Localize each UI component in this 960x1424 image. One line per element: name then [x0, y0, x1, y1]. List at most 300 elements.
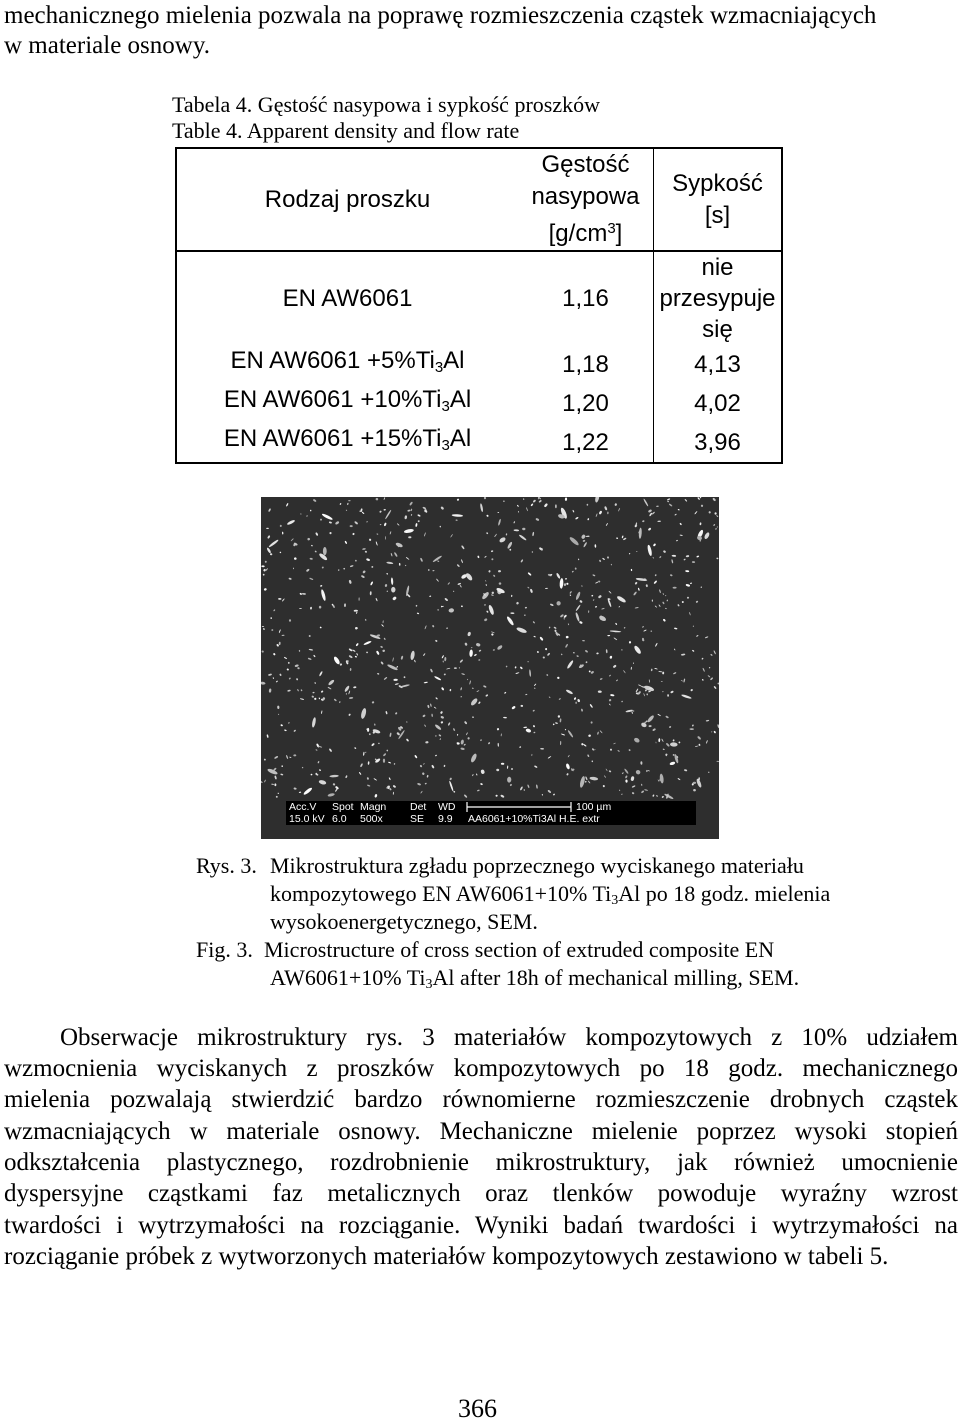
sem-particle [437, 609, 439, 611]
sem-particle [553, 626, 556, 629]
sem-particle [667, 501, 669, 503]
sem-particle [585, 776, 588, 780]
sem-particle [661, 738, 664, 742]
sem-particle [395, 683, 399, 686]
sem-particle [606, 649, 608, 653]
sem-particle [659, 773, 664, 783]
sem-particle [262, 626, 264, 627]
cell-density: 1,22 [518, 423, 654, 463]
sem-particle [678, 741, 680, 743]
sem-particle [425, 783, 427, 785]
sem-particle [640, 722, 647, 728]
sem-particle [346, 510, 348, 511]
sem-particle [696, 635, 699, 637]
sem-particle [648, 527, 652, 531]
sem-particle [293, 729, 296, 732]
sem-particle [672, 555, 677, 557]
sem-particle [464, 721, 468, 725]
sem-particle [339, 701, 341, 703]
sem-particle [643, 629, 646, 631]
sem-particle [566, 636, 569, 639]
sem-particle [548, 756, 552, 759]
sem-particle [472, 774, 474, 777]
sem-particle [414, 660, 416, 663]
sem-particle [282, 598, 285, 602]
sem-particle [657, 520, 661, 522]
sem-particle [497, 743, 499, 747]
sem-particle [470, 753, 478, 763]
sem-particle [350, 525, 353, 527]
sem-particle [428, 569, 430, 571]
sem-particle [683, 558, 686, 560]
sem-particle [535, 518, 539, 522]
sem-particle [329, 532, 332, 535]
sem-particle [656, 795, 658, 797]
sem-particle [314, 550, 317, 552]
sem-particle [559, 718, 561, 722]
sem-particle [306, 568, 310, 572]
sem-particle [556, 601, 560, 606]
sem-particle [348, 655, 352, 659]
sem-particle [289, 619, 291, 622]
sem-particle [432, 714, 433, 717]
sem-particle [616, 679, 618, 681]
sem-particle [476, 642, 481, 647]
sem-particle [614, 503, 617, 506]
sem-particle [294, 557, 297, 560]
sem-particle [345, 775, 348, 778]
sem-particle [496, 728, 499, 731]
sem-particle [263, 628, 265, 630]
sem-particle [624, 627, 626, 629]
sem-particle [453, 791, 455, 793]
sem-particle [440, 721, 443, 724]
sem-particle [263, 588, 267, 592]
sem-particle [352, 649, 356, 652]
sem-particle [511, 595, 513, 597]
sem-particle [527, 572, 531, 576]
sem-particle [386, 749, 388, 751]
sem-particle [537, 651, 540, 654]
sem-particle [573, 697, 576, 700]
sem-particle [427, 705, 429, 709]
header-powder-type: Rodzaj proszku [176, 148, 518, 251]
sem-particle [420, 558, 423, 563]
sem-particle [319, 769, 321, 771]
sem-particle [434, 724, 442, 731]
sem-particle [385, 584, 388, 588]
sem-particle [629, 641, 631, 644]
sem-particle [598, 580, 600, 582]
sem-particle [454, 667, 457, 669]
figure-caption-pl-label: Rys. 3. [196, 853, 257, 878]
sem-particle [561, 653, 563, 655]
sem-particle [495, 795, 497, 797]
sem-particle [365, 619, 367, 621]
sem-particle [576, 655, 579, 657]
sem-particle [575, 567, 577, 570]
sem-value-det: SE [410, 813, 425, 825]
sem-particle [656, 742, 657, 744]
sem-particle [484, 618, 488, 622]
sem-particle [457, 582, 461, 585]
sem-particle [276, 680, 279, 682]
sem-particle [374, 723, 376, 725]
sem-particle [461, 673, 465, 675]
sem-particle [439, 738, 441, 740]
sem-particle [424, 532, 426, 536]
sem-particle [488, 604, 495, 615]
sem-particle [658, 738, 660, 742]
cell-density: 1,20 [518, 384, 654, 423]
sem-particle [646, 584, 649, 587]
sem-particle [681, 653, 686, 655]
sem-particle [426, 775, 428, 778]
sem-particle [493, 574, 496, 577]
sem-particle [713, 524, 716, 527]
sem-particle [414, 755, 418, 759]
sem-particle [619, 790, 621, 792]
sem-particle [268, 508, 271, 512]
sem-particle [485, 584, 487, 586]
sem-particle [432, 555, 442, 563]
sem-particle [560, 741, 561, 745]
sem-particle [492, 592, 495, 595]
sem-particle [415, 523, 417, 527]
sem-particle [671, 559, 673, 563]
sem-particle [469, 649, 473, 657]
sem-particle [624, 768, 629, 774]
sem-particle [652, 511, 656, 514]
sem-particle [360, 708, 367, 720]
sem-particle [396, 666, 398, 668]
sem-particle [690, 582, 692, 584]
sem-particle [641, 790, 645, 793]
sem-particle [491, 633, 494, 636]
sem-particle [711, 731, 712, 732]
sem-particle [300, 513, 301, 515]
sem-particle [354, 521, 358, 525]
sem-value-magn: 500x [360, 813, 383, 825]
header-flow: Sypkość [s] [654, 148, 783, 251]
sem-particle [648, 725, 651, 727]
sem-particle [698, 743, 701, 746]
sem-particle [561, 733, 565, 735]
sem-particle [444, 597, 448, 601]
sem-particle [575, 591, 581, 600]
sem-particle [400, 656, 403, 660]
sem-particle [348, 648, 352, 652]
sem-particle [384, 522, 387, 526]
sem-particle [268, 539, 279, 548]
sem-particle [478, 659, 480, 660]
sem-particle [547, 790, 551, 794]
sem-value-wd: 9.9 [438, 813, 453, 825]
sem-particle [621, 535, 623, 538]
sem-particle [643, 498, 649, 506]
sem-particle [410, 650, 415, 660]
sem-particle [625, 775, 628, 778]
sem-particle [394, 552, 398, 557]
sem-particle [680, 534, 683, 536]
sem-particle [597, 731, 599, 734]
sem-particle [654, 574, 656, 577]
sem-particle [640, 761, 642, 765]
sem-particle [355, 627, 358, 630]
sem-particle [542, 794, 544, 796]
sem-particle [472, 716, 474, 718]
sem-particle [378, 742, 380, 744]
figure-caption-en-line2: AW6061+10% $Ti_3Al$ after 18h of mechanical milling, SEM. [270, 965, 800, 992]
sem-particle [270, 553, 272, 555]
sem-particle [525, 607, 527, 609]
sem-particle [288, 722, 290, 724]
sem-particle [651, 668, 653, 671]
sem-particle [575, 612, 580, 622]
sem-particle [665, 715, 669, 718]
sem-particle [365, 551, 368, 553]
sem-particle [701, 586, 702, 587]
sem-particle [467, 679, 468, 680]
sem-particle [406, 721, 408, 722]
sem-particle [506, 666, 508, 668]
sem-particle [408, 536, 411, 538]
sem-particle [696, 555, 699, 557]
sem-particle [356, 611, 358, 614]
sem-particle [308, 657, 312, 660]
sem-particle [383, 638, 385, 641]
sem-particle [566, 582, 569, 585]
sem-particle [525, 694, 527, 696]
sem-particle [366, 521, 368, 523]
sem-particle [440, 716, 444, 719]
sem-particle [444, 673, 447, 675]
sem-particle [313, 499, 317, 503]
sem-particle [589, 704, 593, 709]
sem-particle [629, 553, 631, 555]
sem-particle [376, 541, 378, 545]
sem-particle [655, 643, 658, 647]
sem-particle [302, 767, 304, 769]
sem-particle [459, 659, 463, 663]
cell-flow: 3,96 [694, 428, 741, 456]
sem-particle [555, 722, 558, 724]
sem-particle [297, 689, 299, 692]
sem-particle [634, 581, 637, 584]
sem-particle [320, 585, 323, 587]
sem-particle [554, 629, 556, 632]
sem-particle [662, 671, 664, 674]
sem-particle [581, 534, 586, 540]
sem-particle [647, 770, 650, 772]
sem-particle [488, 742, 491, 745]
sem-label-magn: Magn [360, 801, 387, 813]
sem-particle [501, 733, 502, 736]
sem-particle [592, 574, 595, 576]
sem-particle [485, 580, 487, 582]
sem-particle [677, 604, 680, 607]
sem-particle [609, 674, 611, 676]
sem-particle [585, 661, 587, 663]
sem-particle [296, 678, 299, 681]
sem-particle [646, 693, 648, 695]
sem-particle [457, 498, 460, 501]
sem-particle [514, 529, 519, 531]
sem-particle [446, 668, 450, 670]
sem-particle [638, 684, 642, 686]
sem-particle [497, 512, 499, 513]
sem-particle [293, 754, 296, 756]
paragraph-line: wzmocnienia wyciskanych z proszków kompozytowych po 18 godz. mechanicznego [4, 1055, 958, 1082]
sem-particle [500, 794, 505, 798]
sem-particle [389, 732, 391, 737]
sem-particle [367, 784, 371, 786]
sem-particle [411, 514, 413, 516]
sem-particle [367, 777, 370, 780]
sem-particle [327, 793, 335, 797]
sem-particle [320, 627, 322, 629]
sem-particle [717, 683, 719, 685]
sem-particle [667, 498, 671, 501]
sem-particle [491, 550, 494, 552]
sem-particle [293, 787, 296, 790]
sem-info-bar [286, 801, 696, 825]
sem-particle [565, 763, 570, 770]
sem-particle [363, 752, 365, 756]
sem-particle [601, 608, 605, 610]
sem-particle [592, 748, 595, 751]
sem-particle [533, 731, 535, 733]
sem-particle [564, 583, 567, 586]
sem-particle [310, 510, 312, 512]
sem-particle [339, 663, 342, 666]
sem-particle [319, 606, 321, 609]
sem-particle [582, 540, 585, 543]
sem-particle [630, 776, 634, 781]
sem-particle [339, 503, 341, 505]
sem-particle [409, 501, 413, 506]
sem-particle [369, 733, 371, 735]
sem-particle [392, 596, 397, 601]
sem-particle [383, 509, 386, 511]
sem-particle [587, 504, 589, 506]
sem-particle [385, 509, 392, 519]
sem-particle [511, 705, 516, 709]
sem-particle [616, 537, 618, 539]
sem-particle [383, 753, 387, 757]
sem-particle [523, 789, 525, 791]
sem-particle [643, 693, 645, 696]
sem-particle [615, 623, 618, 626]
sem-particle [371, 743, 375, 747]
sem-particle [470, 697, 479, 706]
sem-value-kv: 15.0 kV [289, 813, 325, 825]
sem-particle [507, 765, 509, 769]
sem-particle [355, 559, 357, 561]
sem-particle [459, 585, 462, 588]
sem-particle [452, 514, 464, 517]
sem-particle [300, 698, 304, 700]
sem-particle [559, 578, 563, 589]
sem-particle [693, 625, 695, 627]
table-caption-pl: Tabela 4. Gęstość nasypowa i sypkość proszków [172, 92, 600, 117]
sem-label-det: Det [410, 801, 427, 813]
sem-particle [610, 694, 614, 697]
sem-particle [667, 694, 669, 697]
sem-particle [558, 715, 561, 718]
sem-particle [716, 557, 718, 559]
sem-particle [335, 521, 340, 525]
sem-particle [474, 654, 477, 657]
sem-particle [311, 717, 316, 728]
sem-particle [666, 743, 670, 748]
sem-particle [314, 682, 316, 684]
sem-particle [587, 518, 589, 521]
sem-particle [565, 689, 573, 695]
sem-particle [274, 783, 276, 786]
sem-particle [579, 776, 586, 788]
sem-particle [621, 700, 623, 702]
sem-particle [274, 756, 279, 760]
sem-particle [478, 649, 481, 652]
sem-particle [702, 679, 704, 681]
sem-particle [509, 784, 512, 787]
sem-particle [316, 743, 320, 748]
sem-particle [708, 771, 710, 773]
sem-particle [598, 690, 602, 693]
sem-particle [262, 573, 265, 576]
sem-sample-label: AA6061+10%Ti3Al H.E. extr [468, 813, 600, 825]
sem-particle [300, 689, 302, 691]
sem-particle [267, 535, 270, 539]
sem-particle [524, 614, 526, 616]
sem-particle [563, 618, 565, 620]
sem-particle [644, 789, 648, 791]
sem-particle [676, 540, 678, 542]
sem-particle [527, 784, 530, 788]
sem-particle [282, 635, 285, 637]
sem-particle [453, 728, 456, 731]
sem-particle [448, 722, 451, 726]
sem-particle [565, 644, 568, 648]
sem-particle [424, 682, 428, 684]
sem-particle [435, 639, 438, 642]
sem-particle [684, 769, 688, 772]
sem-particle [582, 640, 585, 641]
sem-particle [610, 748, 613, 751]
sem-particle [348, 580, 351, 585]
sem-particle [472, 688, 474, 689]
sem-particle [270, 617, 272, 619]
sem-particle [577, 699, 580, 703]
sem-particle [566, 660, 574, 670]
sem-particle [460, 739, 464, 745]
sem-particle [647, 714, 655, 723]
sem-particle [329, 748, 333, 752]
figure-caption-en-line1: Microstructure of cross section of extruded composite EN [264, 937, 775, 962]
sem-particle [575, 702, 576, 704]
sem-particle [485, 694, 488, 697]
sem-particle [588, 610, 589, 613]
sem-particle [518, 534, 527, 541]
sem-particle [585, 781, 587, 783]
sem-particle [284, 729, 287, 731]
sem-particle [310, 607, 312, 610]
sem-particle [288, 677, 291, 680]
sem-particle [717, 526, 718, 528]
sem-particle [312, 692, 314, 694]
sem-particle [707, 675, 710, 678]
